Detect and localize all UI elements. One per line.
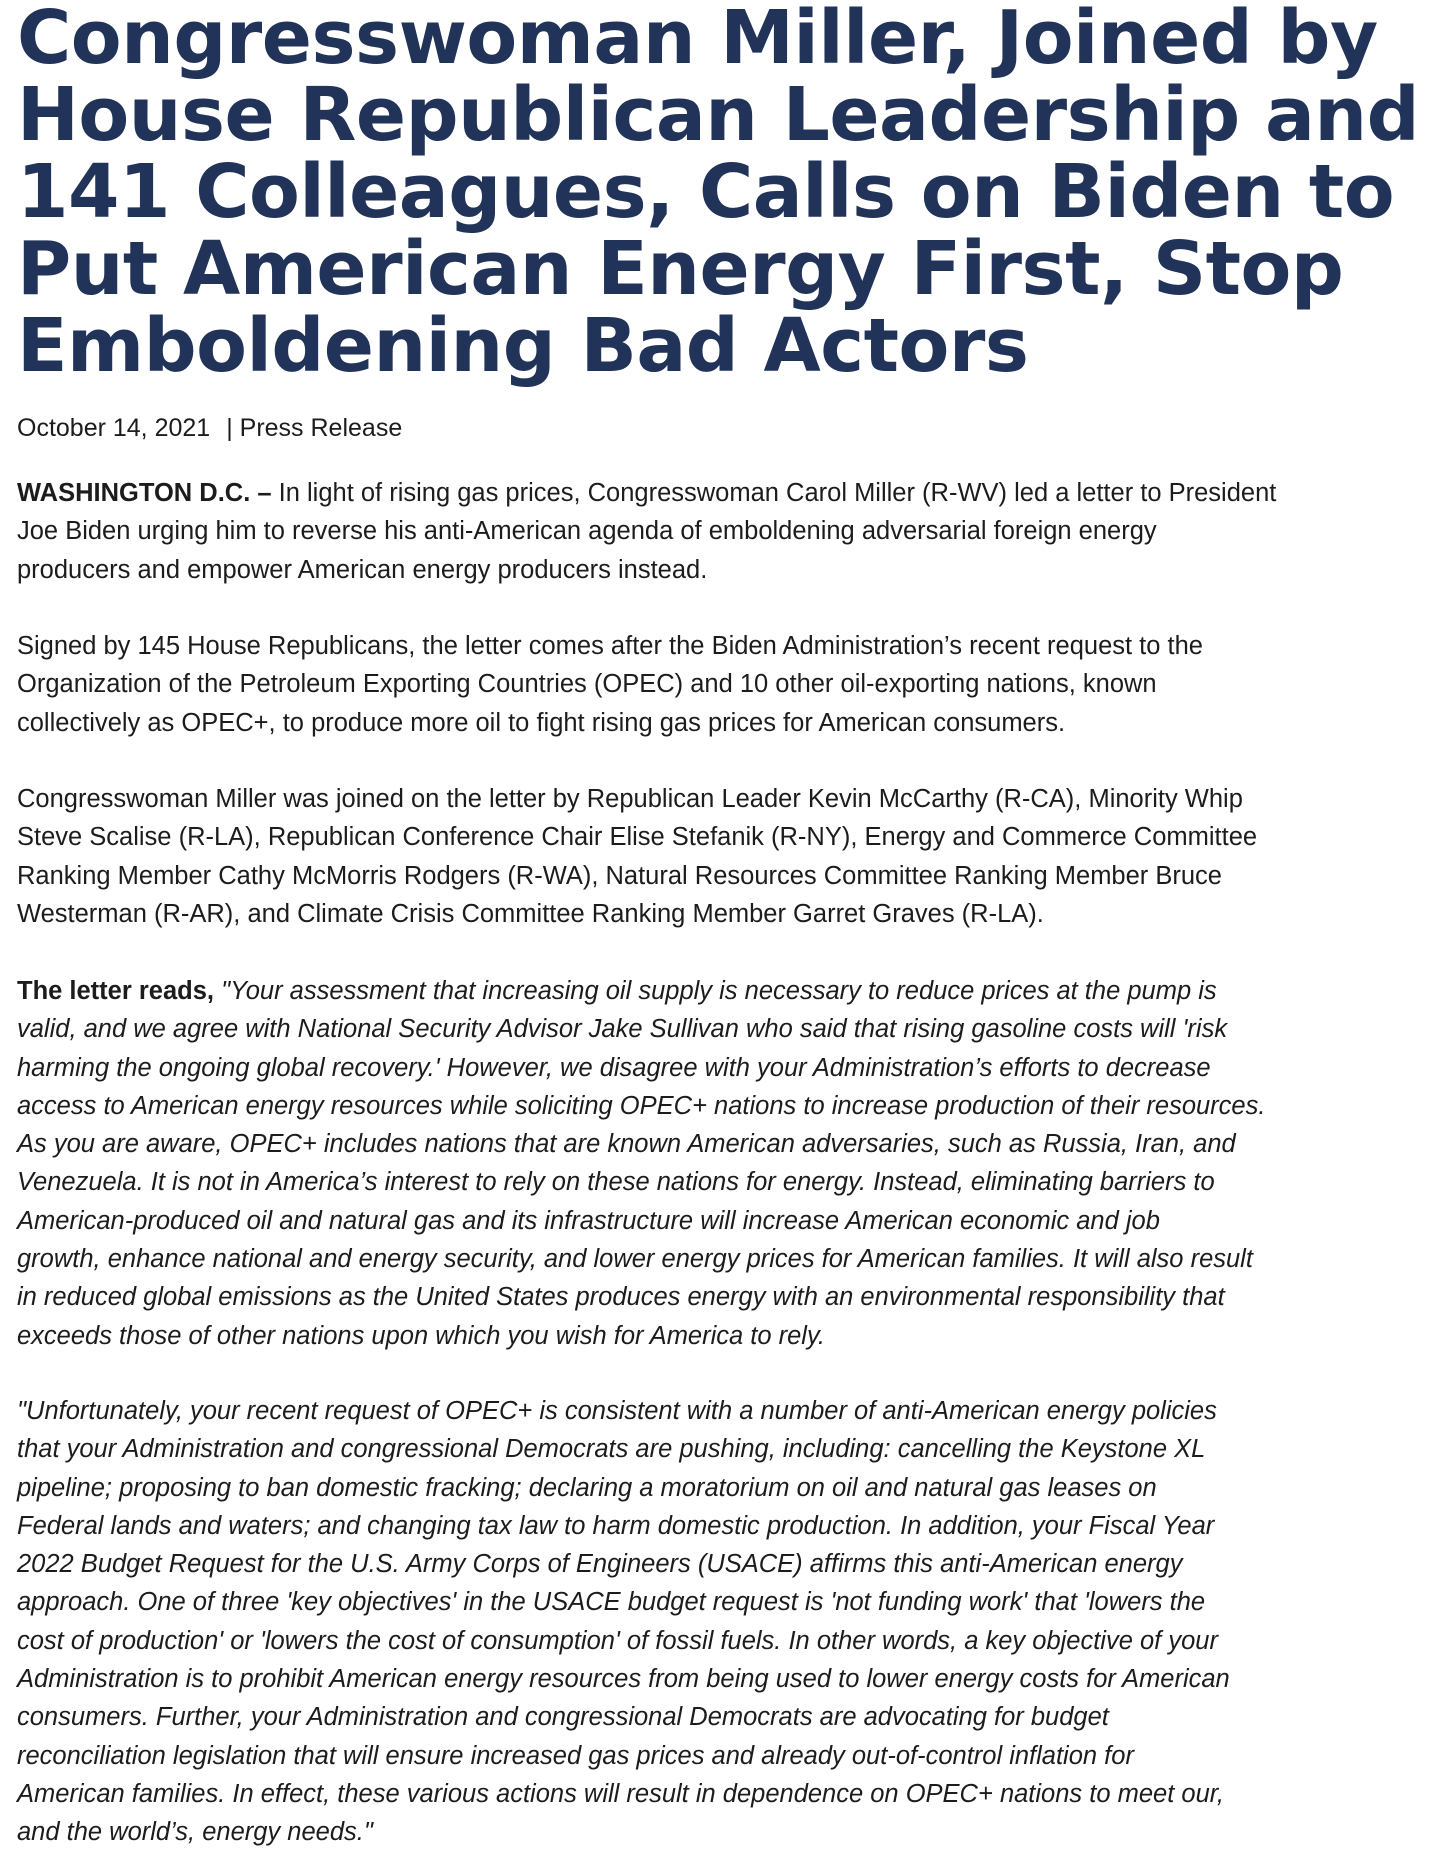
article-title [17,0,1437,389]
paragraph-line [17,474,1437,512]
paragraph-line: and the world’s, energy needs." [17,1818,373,1847]
dateline: WASHINGTON D.C. – [17,479,272,507]
paragraph-line: Administration is to prohibit American energy resources from being used to lower energy costs for American [17,1665,1230,1694]
paragraph-line: Joe Biden urging him to reverse his anti-American agenda of emboldening adversarial foreign energy [17,517,1157,546]
paragraph-line: exceeds those of other nations upon which you wish for America to rely. [17,1321,825,1350]
paragraph-letter-quote [17,972,1437,1355]
paragraph-leadership [17,780,1437,933]
paragraph-line: Steve Scalise (R-LA), Republican Conference Chair Elise Stefanik (R-NY), Energy and Commerce Committee [17,823,1258,852]
paragraph-line: access to American energy resources while soliciting OPEC+ nations to increase production of their resources. [17,1091,1266,1120]
paragraph-line: cost of production' or 'lowers the cost of consumption' of fossil fuels. In other words, a key objective of your [17,1626,1218,1655]
paragraph-line: harming the ongoing global recovery.' However, we disagree with your Administration’s efforts to decrease [17,1053,1211,1082]
paragraph-letter-quote-continued [17,1392,1437,1852]
paragraph-line: collectively as OPEC+, to produce more oil to fight rising gas prices for American consumers. [17,708,1066,737]
paragraph-signatories [17,627,1437,742]
publish-date: October 14, 2021 [17,414,211,442]
paragraph-line: Organization of the Petroleum Exporting Countries (OPEC) and 10 other oil-exporting nations, known [17,670,1157,699]
paragraph-line: Signed by 145 House Republicans, the letter comes after the Biden Administration’s recent request to the [17,632,1203,660]
line-text: In light of rising gas prices, Congresswoman Carol Miller (R-WV) led a letter to President [271,479,1277,507]
paragraph-line: Ranking Member Cathy McMorris Rodgers (R-WA), Natural Resources Committee Ranking Member Bruce [17,861,1222,890]
line-text: "Your assessment that increasing oil supply is necessary to reduce prices at the pump is [214,977,1217,1005]
paragraph-line [17,972,1437,1010]
paragraph-line: 2022 Budget Request for the U.S. Army Corps of Engineers (USACE) affirms this anti-American energy [17,1550,1183,1579]
title-line: Congresswoman Miller, Joined by [17,0,1378,81]
paragraph-line: that your Administration and congressional Democrats are pushing, including: cancelling the Keystone XL [17,1435,1206,1464]
paragraph-line: Congresswoman Miller was joined on the letter by Republican Leader Kevin McCarthy (R-CA), Minority Whip [17,785,1243,813]
title-line: House Republican Leadership and [17,72,1420,158]
paragraph-line: approach. One of three 'key objectives' in the USACE budget request is 'not funding work' that 'lowers the [17,1588,1206,1617]
paragraph-line: in reduced global emissions as the United States produces energy with an environmental responsibility that [17,1283,1225,1312]
paragraph-line: Westerman (R-AR), and Climate Crisis Committee Ranking Member Garret Graves (R-LA). [17,899,1044,928]
paragraph-line: As you are aware, OPEC+ includes nations that are known American adversaries, such as Russia, Iran, and [17,1130,1236,1159]
title-line: 141 Colleagues, Calls on Biden to [17,149,1395,235]
category-label: | Press Release [226,414,403,442]
title-line: Put American Energy First, Stop [17,226,1344,312]
article-meta [17,412,402,444]
paragraph-line: "Unfortunately, your recent request of OPEC+ is consistent with a number of anti-American energy policies [17,1397,1217,1425]
paragraph-line: pipeline; proposing to ban domestic fracking; declaring a moratorium on oil and natural gas leases on [17,1473,1157,1502]
paragraph-intro [17,474,1437,589]
paragraph-line: Federal lands and waters; and changing tax law to harm domestic production. In addition, your Fiscal Year [17,1511,1215,1540]
paragraph-line: American-produced oil and natural gas and its infrastructure will increase American economic and job [17,1206,1160,1235]
paragraph-line: consumers. Further, your Administration and congressional Democrats are advocating for budget [17,1703,1109,1732]
title-line: Emboldening Bad Actors [17,303,1029,389]
paragraph-line: growth, enhance national and energy security, and lower energy prices for American families. It will also result [17,1245,1253,1274]
paragraph-line: Venezuela. It is not in America’s interest to rely on these nations for energy. Instead, eliminating barriers to [17,1168,1215,1197]
quote-lead: The letter reads, [17,977,214,1005]
paragraph-line: producers and empower American energy producers instead. [17,555,708,584]
paragraph-line: valid, and we agree with National Security Advisor Jake Sullivan who said that rising gasoline costs will 'risk [17,1015,1228,1044]
paragraph-line: American families. In effect, these various actions will result in dependence on OPEC+ nations to meet our, [17,1779,1224,1808]
paragraph-line: reconciliation legislation that will ensure increased gas prices and already out-of-control inflation for [17,1741,1134,1770]
